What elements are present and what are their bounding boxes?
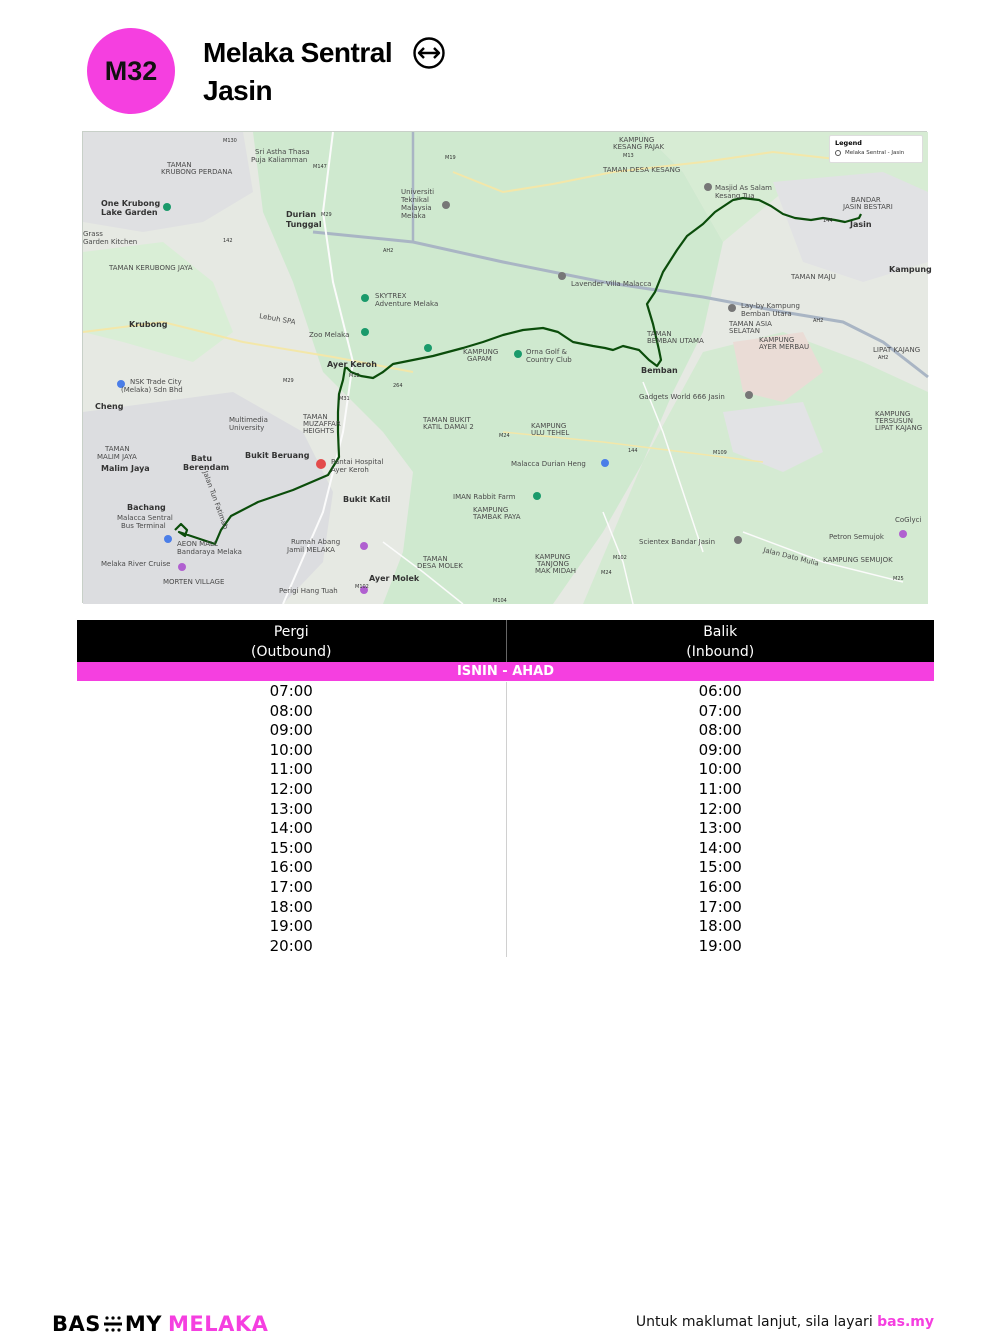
departure-time: 20:00 [269, 936, 313, 955]
service-days-label: ISNIN - AHAD [456, 664, 555, 679]
svg-text:Rumah Abang: Rumah Abang [291, 538, 341, 546]
departure-time: 14:00 [269, 819, 313, 838]
departure-time: 06:00 [698, 682, 742, 700]
svg-text:MUZAFFAR: MUZAFFAR [303, 420, 341, 428]
svg-text:TAMAN BUKIT: TAMAN BUKIT [423, 416, 471, 424]
svg-text:M109: M109 [713, 450, 727, 456]
route-code: M32 [104, 55, 158, 86]
bidirectional-arrow-icon [412, 36, 446, 70]
svg-text:KAMPUNG: KAMPUNG [535, 553, 571, 561]
departure-time: 09:00 [269, 721, 313, 740]
svg-text:Sri Astha Thasa: Sri Astha Thasa [255, 148, 310, 156]
outbound-sublabel: (Outbound) [251, 644, 332, 660]
svg-text:Pantai Hospital: Pantai Hospital [331, 458, 384, 466]
svg-text:KAMPUNG: KAMPUNG [463, 348, 499, 356]
svg-text:KATIL DAMAI 2: KATIL DAMAI 2 [423, 423, 474, 431]
svg-text:Puja Kaliamman: Puja Kaliamman [251, 156, 308, 164]
svg-text:Malim Jaya: Malim Jaya [101, 464, 150, 473]
svg-text:TAMAN KERUBONG JAYA: TAMAN KERUBONG JAYA [109, 264, 193, 272]
svg-text:144: 144 [823, 218, 833, 224]
svg-text:Gadgets World 666 Jasin: Gadgets World 666 Jasin [639, 393, 725, 401]
svg-text:Adventure Melaka: Adventure Melaka [375, 300, 439, 308]
svg-text:SKYTREX: SKYTREX [375, 292, 407, 300]
svg-text:Malacca Durian Heng: Malacca Durian Heng [511, 460, 586, 468]
svg-text:SELATAN: SELATAN [729, 327, 760, 335]
svg-text:ULU TEHEL: ULU TEHEL [531, 429, 570, 437]
legend-marker-icon [835, 150, 841, 156]
svg-text:Kesang Tua: Kesang Tua [715, 192, 755, 200]
svg-text:TANJONG: TANJONG [537, 560, 569, 568]
svg-text:Malaysia: Malaysia [401, 204, 432, 212]
svg-text:Lavender Villa Malacca: Lavender Villa Malacca [571, 280, 652, 288]
route-title [203, 34, 446, 110]
svg-text:HEIGHTS: HEIGHTS [303, 427, 335, 435]
svg-text:BEMBAN UTAMA: BEMBAN UTAMA [647, 337, 704, 345]
svg-text:Country Club: Country Club [526, 356, 572, 364]
legend-title: Legend [835, 139, 862, 147]
svg-text:MORTEN VILLAGE: MORTEN VILLAGE [163, 578, 225, 586]
svg-text:Orna Golf &: Orna Golf & [526, 348, 568, 356]
svg-text:TAMAN: TAMAN [167, 161, 192, 169]
svg-text:LIPAT KAJANG: LIPAT KAJANG [875, 424, 923, 432]
svg-text:AEON MALL: AEON MALL [177, 540, 218, 548]
outbound-times [77, 682, 506, 957]
brand-logo [52, 1312, 268, 1336]
svg-text:M29: M29 [321, 212, 332, 218]
svg-text:Zoo Melaka: Zoo Melaka [309, 331, 350, 339]
svg-text:AH2: AH2 [813, 318, 824, 324]
svg-text:TAMAN MAJU: TAMAN MAJU [791, 273, 836, 281]
map-canvas [83, 132, 932, 604]
route-map[interactable] [82, 131, 932, 604]
svg-text:Lake Garden: Lake Garden [101, 208, 158, 217]
svg-text:Jamil MELAKA: Jamil MELAKA [287, 546, 335, 554]
svg-text:Bemban Utara: Bemban Utara [741, 310, 792, 318]
svg-text:Jasin: Jasin [850, 220, 872, 229]
svg-text:Bukit Katil: Bukit Katil [343, 495, 391, 504]
departure-time: 18:00 [698, 917, 742, 936]
svg-text:KAMPUNG: KAMPUNG [875, 410, 911, 418]
svg-text:Scientex Bandar Jasin: Scientex Bandar Jasin [639, 538, 716, 546]
brand-city: MELAKA [168, 1312, 269, 1336]
svg-text:Multimedia: Multimedia [229, 416, 268, 424]
svg-text:University: University [229, 424, 265, 432]
svg-text:Petron Semujok: Petron Semujok [829, 533, 884, 541]
departure-time: 11:00 [269, 760, 313, 779]
svg-text:TAMBAK PAYA: TAMBAK PAYA [473, 513, 521, 521]
svg-text:LIPAT KAJANG: LIPAT KAJANG [873, 346, 921, 354]
svg-text:Jalan Dato Mulia: Jalan Dato Mulia [762, 546, 820, 568]
departure-time: 18:00 [269, 897, 313, 916]
svg-text:M25: M25 [893, 576, 904, 582]
inbound-sublabel: (Inbound) [686, 644, 755, 660]
timetable [77, 682, 934, 957]
route-origin: Melaka Sentral [203, 37, 393, 68]
svg-text:Tunggal: Tunggal [286, 220, 322, 229]
svg-text:Bus Terminal: Bus Terminal [121, 522, 166, 530]
svg-text:One Krubong: One Krubong [101, 199, 161, 208]
departure-time: 13:00 [269, 799, 313, 818]
svg-text:Universiti: Universiti [401, 188, 435, 196]
svg-text:AYER MERBAU: AYER MERBAU [759, 343, 810, 351]
svg-text:TAMAN DESA KESANG: TAMAN DESA KESANG [603, 166, 681, 174]
svg-text:M104: M104 [493, 598, 507, 604]
departure-time: 17:00 [698, 897, 742, 916]
svg-text:Grass: Grass [83, 230, 103, 238]
svg-text:Bukit Beruang: Bukit Beruang [245, 451, 310, 460]
route-badge [87, 28, 175, 114]
svg-text:AH2: AH2 [383, 248, 394, 254]
svg-text:Masjid As Salam: Masjid As Salam [715, 184, 772, 192]
departure-time: 10:00 [698, 760, 742, 779]
departure-time: 12:00 [698, 799, 742, 818]
outbound-label: Pergi [273, 624, 309, 640]
inbound-header [506, 620, 935, 662]
svg-text:Ayer Keroh: Ayer Keroh [327, 360, 377, 369]
svg-text:264: 264 [393, 383, 403, 389]
svg-text:KAMPUNG: KAMPUNG [759, 336, 795, 344]
svg-text:TAMAN ASIA: TAMAN ASIA [729, 320, 772, 328]
brand-mark-icon [103, 1314, 123, 1334]
departure-time: 10:00 [269, 740, 313, 759]
svg-text:Lay-by Kampung: Lay-by Kampung [741, 302, 800, 310]
svg-text:Kampung: Kampung [889, 265, 932, 274]
outbound-header [77, 620, 506, 662]
svg-text:TAMAN: TAMAN [647, 330, 672, 338]
svg-text:MAK MIDAH: MAK MIDAH [535, 567, 577, 575]
svg-text:TERSUSUN: TERSUSUN [875, 417, 913, 425]
departure-time: 07:00 [269, 682, 313, 700]
footer-note [636, 1314, 934, 1330]
brand-text-bas: BAS [52, 1312, 101, 1336]
departure-time: 16:00 [698, 877, 742, 896]
svg-text:144: 144 [628, 448, 638, 454]
svg-text:Berendam: Berendam [183, 463, 230, 472]
inbound-label: Balik [703, 624, 738, 640]
footer-note-text: Untuk maklumat lanjut, sila layari [635, 1314, 873, 1330]
departure-time: 12:00 [269, 779, 313, 798]
svg-text:M29: M29 [283, 378, 294, 384]
map-legend [829, 135, 923, 163]
svg-text:BANDAR: BANDAR [851, 196, 881, 204]
svg-text:M24: M24 [499, 433, 510, 439]
svg-text:MALIM JAYA: MALIM JAYA [97, 453, 137, 461]
svg-text:KAMPUNG: KAMPUNG [473, 506, 509, 514]
svg-text:Melaka: Melaka [401, 212, 426, 220]
svg-text:KESANG PAJAK: KESANG PAJAK [613, 143, 665, 151]
svg-text:(Melaka) Sdn Bhd: (Melaka) Sdn Bhd [121, 386, 183, 394]
departure-time: 09:00 [698, 740, 742, 759]
website-link[interactable]: bas.my [877, 1314, 934, 1330]
svg-text:TAMAN: TAMAN [303, 413, 328, 421]
svg-text:KAMPUNG SEMUJOK: KAMPUNG SEMUJOK [823, 556, 893, 564]
svg-text:GAPAM: GAPAM [467, 355, 492, 363]
svg-text:Perigi Hang Tuah: Perigi Hang Tuah [279, 587, 338, 595]
inbound-times [506, 682, 935, 957]
svg-text:M24: M24 [601, 570, 612, 576]
svg-text:M19: M19 [445, 155, 456, 161]
departure-time: 15:00 [698, 858, 742, 877]
svg-text:M12: M12 [349, 373, 360, 379]
svg-text:KAMPUNG: KAMPUNG [531, 422, 567, 430]
svg-text:Garden Kitchen: Garden Kitchen [83, 238, 138, 246]
svg-text:M102: M102 [355, 584, 369, 590]
svg-text:KRUBONG PERDANA: KRUBONG PERDANA [161, 168, 233, 176]
departure-time: 08:00 [698, 721, 742, 740]
svg-text:142: 142 [223, 238, 233, 244]
departure-time: 07:00 [698, 701, 742, 720]
svg-text:Krubong: Krubong [129, 320, 168, 329]
svg-text:KAMPUNG: KAMPUNG [619, 136, 655, 144]
svg-text:Ayer Keroh: Ayer Keroh [331, 466, 369, 474]
departure-time: 13:00 [698, 819, 742, 838]
svg-text:DESA MOLEK: DESA MOLEK [417, 562, 463, 570]
svg-text:M147: M147 [313, 164, 327, 170]
svg-text:Lebuh SPA: Lebuh SPA [258, 312, 297, 327]
svg-text:TAMAN: TAMAN [105, 445, 130, 453]
svg-text:JASIN BESTARI: JASIN BESTARI [843, 203, 893, 211]
svg-text:Bandaraya Melaka: Bandaraya Melaka [177, 548, 242, 556]
svg-text:M102: M102 [613, 555, 627, 561]
svg-text:M31: M31 [339, 396, 350, 402]
departure-time: 19:00 [269, 917, 313, 936]
svg-text:Bemban: Bemban [641, 366, 678, 375]
svg-text:CoGlyci: CoGlyci [895, 516, 922, 524]
svg-text:Cheng: Cheng [95, 402, 124, 411]
departure-time: 15:00 [269, 838, 313, 857]
brand-text-my: MY [124, 1312, 162, 1336]
svg-text:Teknikal: Teknikal [401, 196, 429, 204]
svg-text:Jalan Tun Fatimah: Jalan Tun Fatimah [201, 469, 230, 531]
departure-time: 17:00 [269, 877, 313, 896]
svg-text:Ayer Molek: Ayer Molek [369, 574, 420, 583]
svg-text:M130: M130 [223, 138, 237, 144]
svg-text:IMAN Rabbit Farm: IMAN Rabbit Farm [453, 493, 516, 501]
departure-time: 08:00 [269, 701, 313, 720]
departure-time: 14:00 [698, 838, 742, 857]
svg-text:Melaka River Cruise: Melaka River Cruise [101, 560, 171, 568]
svg-text:Bachang: Bachang [127, 503, 166, 512]
svg-text:Batu: Batu [191, 454, 213, 463]
service-days-bar [77, 662, 934, 681]
svg-text:M13: M13 [623, 153, 634, 159]
legend-item-label: Melaka Sentral - Jasin [845, 150, 905, 156]
svg-text:Malacca Sentral: Malacca Sentral [117, 514, 173, 522]
svg-text:TAMAN: TAMAN [423, 555, 448, 563]
svg-text:Durian: Durian [286, 210, 317, 219]
svg-text:NSK Trade City: NSK Trade City [130, 378, 182, 386]
departure-time: 19:00 [698, 936, 742, 955]
svg-text:AH2: AH2 [878, 355, 889, 361]
departure-time: 11:00 [698, 779, 742, 798]
schedule-header [77, 620, 934, 662]
route-destination: Jasin [203, 75, 273, 106]
departure-time: 16:00 [269, 858, 313, 877]
